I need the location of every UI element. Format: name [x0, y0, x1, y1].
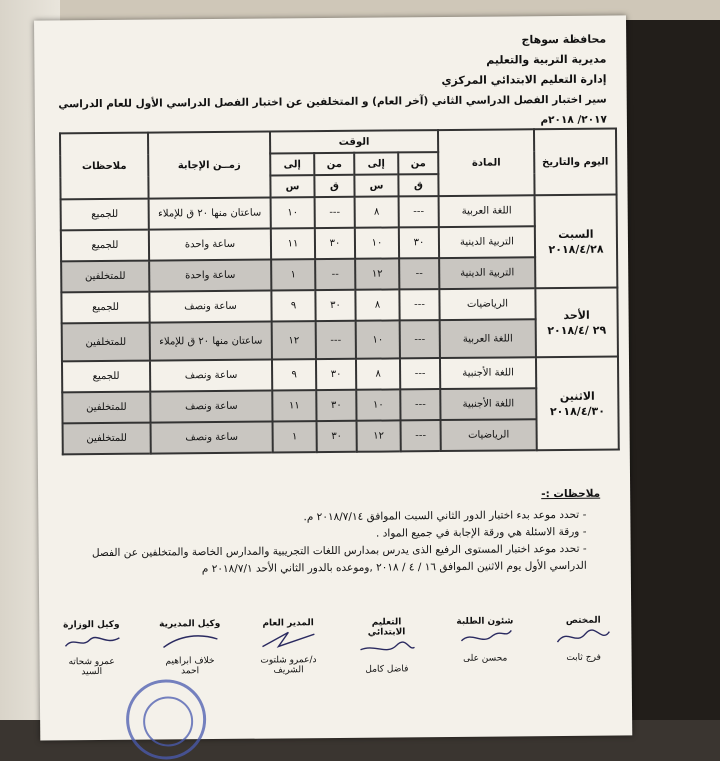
from-s-cell: ٨ [355, 289, 399, 320]
subject-cell: اللغة العربية [440, 319, 536, 358]
signature-name: عمرو شحاته السيد [68, 656, 115, 678]
to-s-cell: ١ [271, 259, 315, 290]
duration-cell: ساعة ونصف [151, 422, 273, 454]
note-item: - تحدد موعد اختبار المستوى الرفيع الذى يدرس بمدارس اللغات التجريبية والمدارس الخاصة والمتخلفين عن الفصل الدراسي الأول يوم الاثنين الموافق ١٦ / ٤ / ٢٠١٨ ,وموعده بالدور الثاني الأحد ٢٠١٨/٧/١ م [61, 541, 587, 580]
signature-name: فرج ثابت [566, 652, 601, 663]
subject-cell: اللغة العربية [439, 195, 535, 227]
from-s-cell: ١٠ [355, 227, 399, 258]
signature-scribble-icon [160, 629, 220, 652]
header-directorate: مديرية التربية والتعليم [486, 52, 607, 67]
from-s-cell: ١٢ [355, 258, 399, 289]
signature-block [352, 617, 420, 675]
subject-cell: الرياضيات [441, 419, 537, 451]
signature-name: خلاف ابراهيم احمد [165, 656, 215, 677]
to-q-cell: ٣٠ [315, 228, 355, 259]
table-row [62, 319, 618, 362]
day-date: ٢٠١٨/٤/٢٨ [548, 242, 604, 256]
note-cell: للجميع [61, 292, 149, 324]
signature-scribble-icon [357, 637, 417, 660]
duration-cell: ساعة ونصف [150, 360, 272, 392]
duration-cell: ساعة ونصف [150, 391, 272, 423]
day-cell [535, 195, 618, 289]
from-q-cell: ٣٠ [399, 227, 439, 258]
col-from-s: إلى [354, 152, 398, 174]
to-q-cell: ٣٠ [316, 359, 356, 390]
day-date: ٢٩ /٢٠١٨/٤ [547, 323, 607, 337]
col-time: الوقت [270, 130, 438, 153]
official-stamp-icon [126, 679, 207, 760]
col-day: اليوم والتاريخ [534, 129, 617, 196]
signature-block [57, 620, 125, 678]
table-row [61, 195, 617, 231]
note-cell: للجميع [61, 230, 149, 262]
from-q-cell: --- [399, 289, 439, 320]
duration-cell: ساعة ونصف [149, 291, 271, 323]
header-governorate: محافظة سوهاج [521, 32, 607, 47]
subject-cell: الرياضيات [439, 288, 535, 320]
signature-block [156, 619, 224, 677]
to-q-cell: ٣٠ [317, 421, 357, 452]
from-q-cell: --- [401, 420, 441, 451]
signature-block [451, 616, 519, 674]
note-cell: للمتخلفين [62, 323, 150, 362]
table-row [63, 418, 619, 454]
from-s-cell: ٨ [355, 196, 399, 227]
day-name: الاثنين [559, 389, 595, 403]
signature-block [254, 618, 322, 676]
col-subject: المادة [438, 129, 535, 196]
from-s-cell: ١٠ [356, 389, 400, 420]
signature-role: شئون الطلبة [456, 616, 514, 627]
signature-name: د/عمرو شلتوت الشريف [260, 655, 317, 676]
subject-cell: التربية الدينية [439, 226, 535, 258]
signature-scribble-icon [455, 626, 515, 649]
table-row [61, 257, 617, 293]
col-to-s: إلى [270, 153, 314, 175]
to-q-cell: ٣٠ [315, 290, 355, 321]
day-cell [535, 288, 618, 358]
table-row [62, 387, 618, 423]
signature-role: المدير العام [262, 618, 314, 629]
duration-cell: ساعتان منها ٢٠ ق للإملاء [150, 322, 272, 361]
to-q-cell: --- [316, 321, 356, 359]
from-q-cell: --- [399, 196, 439, 227]
signature-role: وكيل المديرية [159, 618, 221, 630]
to-s-cell: ٩ [271, 290, 315, 321]
note-cell: للمتخلفين [61, 261, 149, 293]
unit-s-1: س [354, 174, 398, 196]
signature-scribble-icon [258, 628, 318, 651]
header-title: سير اختبار الفصل الدراسي الثاني (آخر العام) و المتخلفين عن اختبار الفصل الدراسي الأول للعام الدراسي ٢٠١٧/ ٢٠١٨م [58, 93, 607, 127]
signature-scribble-icon [61, 630, 121, 653]
subject-cell: التربية الدينية [439, 257, 535, 289]
notes-section [60, 486, 601, 580]
col-from-q: من [398, 152, 438, 174]
signature-name: فاضل كامل [365, 664, 409, 675]
to-s-cell: ١٠ [271, 197, 315, 228]
duration-cell: ساعة واحدة [149, 260, 271, 292]
note-item: - تحدد موعد بدء اختبار الدور الثاني السبت الموافق ٢٠١٨/٧/١٤ م. [60, 507, 586, 529]
table-row [61, 226, 617, 262]
signature-role: التعليم الابتدائي [367, 617, 406, 638]
header-administration: إدارة التعليم الابتدائي المركزي [441, 72, 607, 88]
unit-q-2: ق [314, 175, 354, 197]
to-s-cell: ١١ [272, 390, 316, 421]
subject-cell: اللغة الأجنبية [440, 388, 536, 420]
signature-role: وكيل الوزارة [63, 619, 120, 631]
day-cell [536, 356, 619, 450]
notes-title: ملاحظات :- [541, 487, 601, 501]
to-q-cell: --- [315, 197, 355, 228]
from-q-cell: -- [399, 258, 439, 289]
unit-q-1: ق [398, 174, 438, 196]
note-cell: للجميع [62, 361, 150, 393]
col-to-q: من [314, 153, 354, 175]
background-right [625, 20, 720, 720]
from-q-cell: --- [400, 389, 440, 420]
note-cell: للمتخلفين [63, 423, 151, 455]
note-cell: للمتخلفين [62, 392, 150, 424]
from-s-cell: ١٢ [357, 420, 401, 451]
unit-s-2: س [270, 175, 314, 197]
note-item: - ورقة الاسئلة هي ورقة الإجابة في جميع المواد . [60, 524, 586, 546]
duration-cell: ساعة واحدة [149, 229, 271, 261]
from-s-cell: ٨ [356, 358, 400, 389]
note-cell: للجميع [61, 199, 149, 231]
signatures-row [57, 616, 617, 678]
signature-scribble-icon [553, 626, 613, 649]
day-name: الأحد [563, 308, 590, 322]
signature-role: المختص [565, 615, 601, 626]
day-name: السبت [558, 227, 594, 241]
signature-name: محسن على [463, 653, 508, 664]
subject-cell: اللغة الأجنبية [440, 357, 536, 389]
exam-schedule-table [59, 127, 620, 455]
col-notes: ملاحظات [60, 133, 149, 200]
day-date: ٢٠١٨/٤/٣٠ [549, 404, 606, 418]
col-duration: زمــن الإجابة [148, 132, 271, 199]
from-q-cell: --- [400, 358, 440, 389]
document-paper [34, 15, 632, 740]
to-q-cell: -- [315, 259, 355, 290]
table-row [62, 356, 618, 392]
from-s-cell: ١٠ [356, 320, 400, 358]
table-row [61, 288, 617, 324]
to-q-cell: ٣٠ [316, 390, 356, 421]
duration-cell: ساعتان منها ٢٠ ق للإملاء [149, 198, 271, 230]
to-s-cell: ١١ [271, 228, 315, 259]
from-q-cell: --- [400, 320, 440, 358]
to-s-cell: ١٢ [272, 321, 316, 359]
to-s-cell: ٩ [272, 359, 316, 390]
signature-block [549, 616, 617, 674]
to-s-cell: ١ [273, 421, 317, 452]
